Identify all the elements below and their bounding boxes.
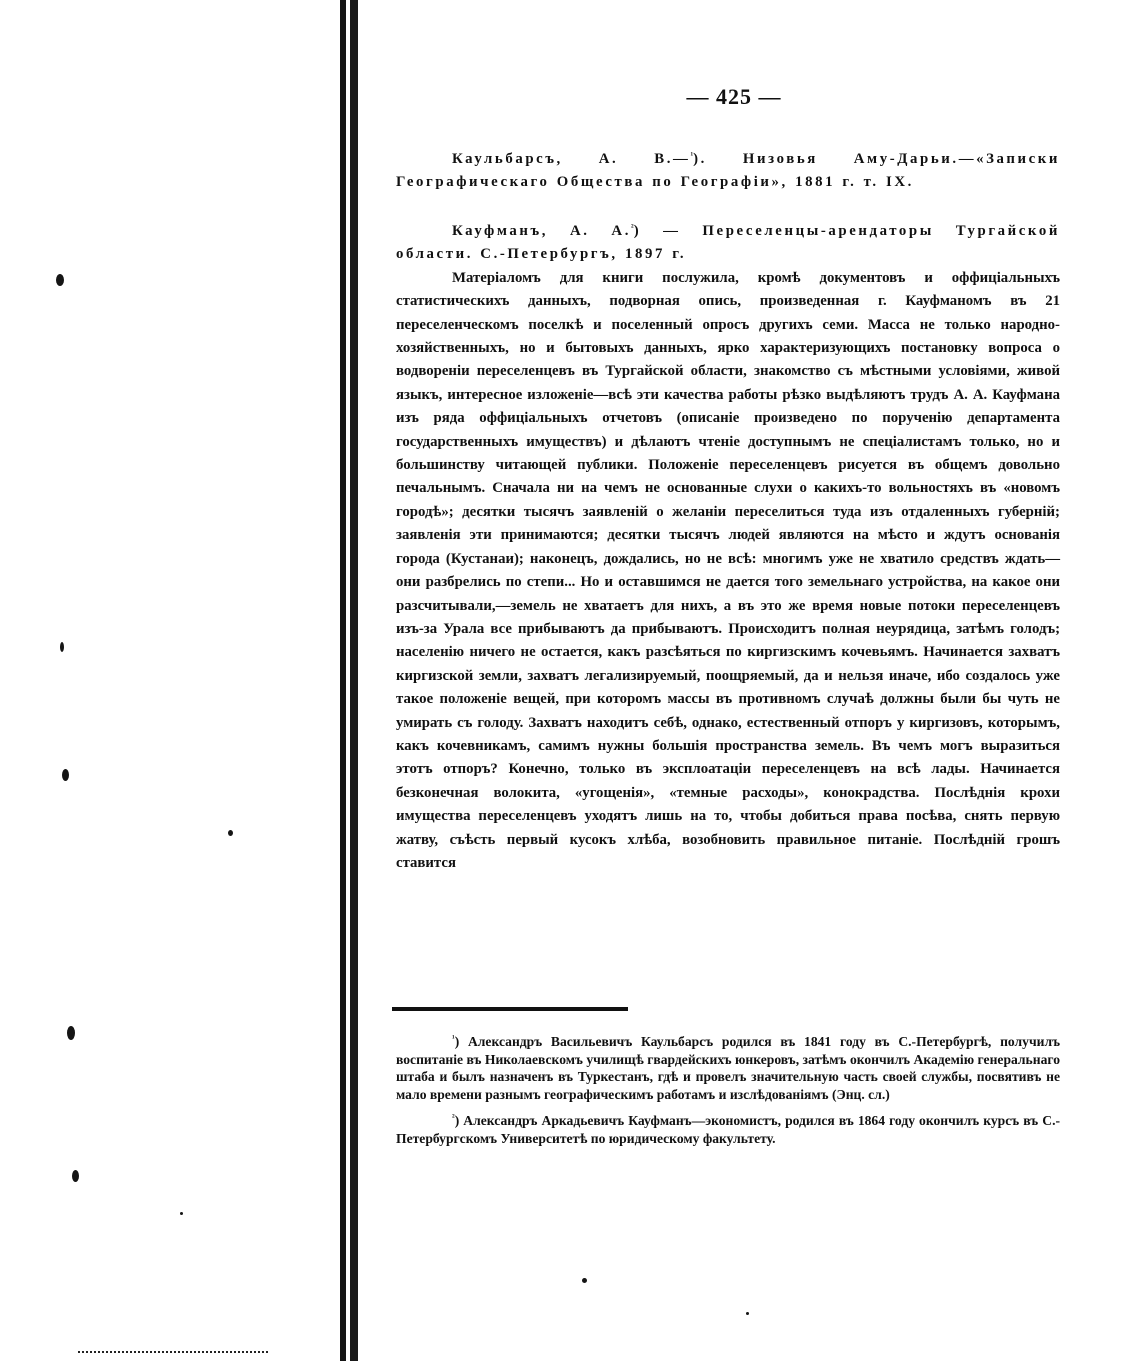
scan-speck (228, 830, 233, 836)
scan-speck (582, 1278, 587, 1283)
entry-kaufman (396, 216, 1060, 875)
entry-description: Матеріаломъ для книги послужила, кромѣ документовъ и оффиціальныхъ статистическихъ данныхъ, подворная опись, произведенная г. Кауфманомъ въ 21 переселенческомъ поселкѣ и поселенный опросъ другихъ семи. Масса не только народно-хозяйственныхъ, но и бытовыхъ данныхъ, ярко характеризующихъ постановку вопроса о водвореніи переселенцевъ въ Тургайской области, знакомство съ мѣстными условіями, живой языкъ, интересное изложеніе—всѣ эти качества работы рѣзко выдѣляютъ трудъ А. А. Кауфмана изъ ряда оффиціальныхъ отчетовъ (описаніе произведено по порученію департамента государственныхъ имуществъ) и дѣлаютъ чтеніе доступнымъ не спеціалистамъ только, но и большинству читающей публики. Положеніе переселенцевъ рисуется въ общемъ довольно печальнымъ. Сначала ни на чемъ не основанные слухи о какихъ-то вольностяхъ въ «новомъ городѣ»; десятки тысячъ заявленій о желаніи переселиться туда изъ отдаленныхъ губерній; заявленія эти принимаются; десятки тысячъ людей являются на мѣсто и ждутъ основанія города (Кустанаи); наконецъ, дождались, но не всѣ: многимъ уже не хватило средствъ ждать—они разбрелись по степи... Но и оставшимся не дается того земельнаго устройства, на какое они разсчитывали,—земель не хватаетъ для нихъ, а въ это же время новые потоки переселенцевъ изъ-за Урала все прибываютъ да прибываютъ. Происходитъ полная неурядица, затѣмъ голодъ; населенію ничего не остается, какъ разсѣяться по киргизскимъ кочевьямъ. Начинается захватъ киргизской земли, захватъ легализируемый, поощряемый, да и нельзя иначе, ибо создалось уже такое положеніе вещей, при которомъ массы въ противномъ случаѣ должны были бы чуть не умирать съ голоду. Захватъ находитъ себѣ, однако, естественный отпоръ у киргизовъ, которымъ, какъ кочевникамъ, самимъ нужны большія пространства земель. Въ чемъ могъ выразиться этотъ отпоръ? Конечно, только въ эксплоатаціи переселенцевъ на всѣ лады. Начинается безконечная волокита, «угощенія», «темные расходы», конокрадства. Послѣднія крохи имущества переселенцевъ уходятъ лишь на то, чтобы добиться права посѣва, снять первую жатву, съѣсть первый кусокъ хлѣба, возобновить правильное питаніе. Послѣдній грошъ ставится (396, 269, 1060, 871)
footnotes (396, 1030, 1060, 1148)
bibliography-entry (396, 144, 1060, 195)
scan-speck (67, 1026, 75, 1040)
footnote-marker: ² (452, 1112, 455, 1123)
entry-author: Кауфманъ, А. А. (452, 223, 632, 239)
scan-speck (60, 642, 64, 652)
entry-title: ) — Переселенцы-арендаторы Тургайской области. С.-Петербургъ, 1897 г. (396, 223, 1060, 263)
entry-kaulbars (396, 144, 1060, 195)
entry-author: Каульбарсъ, А. В.— (452, 151, 691, 167)
entry-title: ). Низовья Аму-Дарьи.—«Записки Географическаго Общества по Географіи», 1881 г. т. IX. (396, 151, 1060, 191)
scan-speck (62, 769, 69, 781)
footnote-1 (396, 1030, 1060, 1103)
scan-speck (746, 1312, 749, 1315)
scan-speck (72, 1170, 79, 1182)
footnote-ref: ¹ (690, 150, 694, 160)
binding-edge (340, 0, 346, 1361)
footnote-text: ) Александръ Васильевичъ Каульбарсъ родился въ 1841 году въ С.-Петербургѣ, получилъ воспитаніе въ Николаевскомъ училищѣ гвардейскихъ юнкеровъ, затѣмъ окончилъ Академію генеральнаго штаба и былъ назначенъ въ Туркестанъ, гдѣ и провелъ значительную часть своей службы, посвятивъ не мало времени разнымъ географическимъ работамъ и изслѣдованіямъ (Энц. сл.) (396, 1034, 1060, 1102)
scan-speck (180, 1212, 183, 1215)
page-number: — 425 — (686, 84, 782, 109)
binding-edge-shadow (350, 0, 358, 1361)
footnote-marker: ¹ (452, 1033, 455, 1043)
footnote-2 (396, 1109, 1060, 1147)
footnote-text: ) Александръ Аркадьевичъ Кауфманъ—экономистъ, родился въ 1864 году окончилъ курсъ въ С.-Петербургскомъ Университетѣ по юридическому факультету. (396, 1113, 1060, 1146)
bibliography-entry (396, 216, 1060, 267)
scan-smudge (78, 1351, 268, 1359)
footnote-ref: ² (631, 222, 634, 232)
scan-speck (56, 274, 64, 286)
footnote-divider (392, 1007, 628, 1011)
